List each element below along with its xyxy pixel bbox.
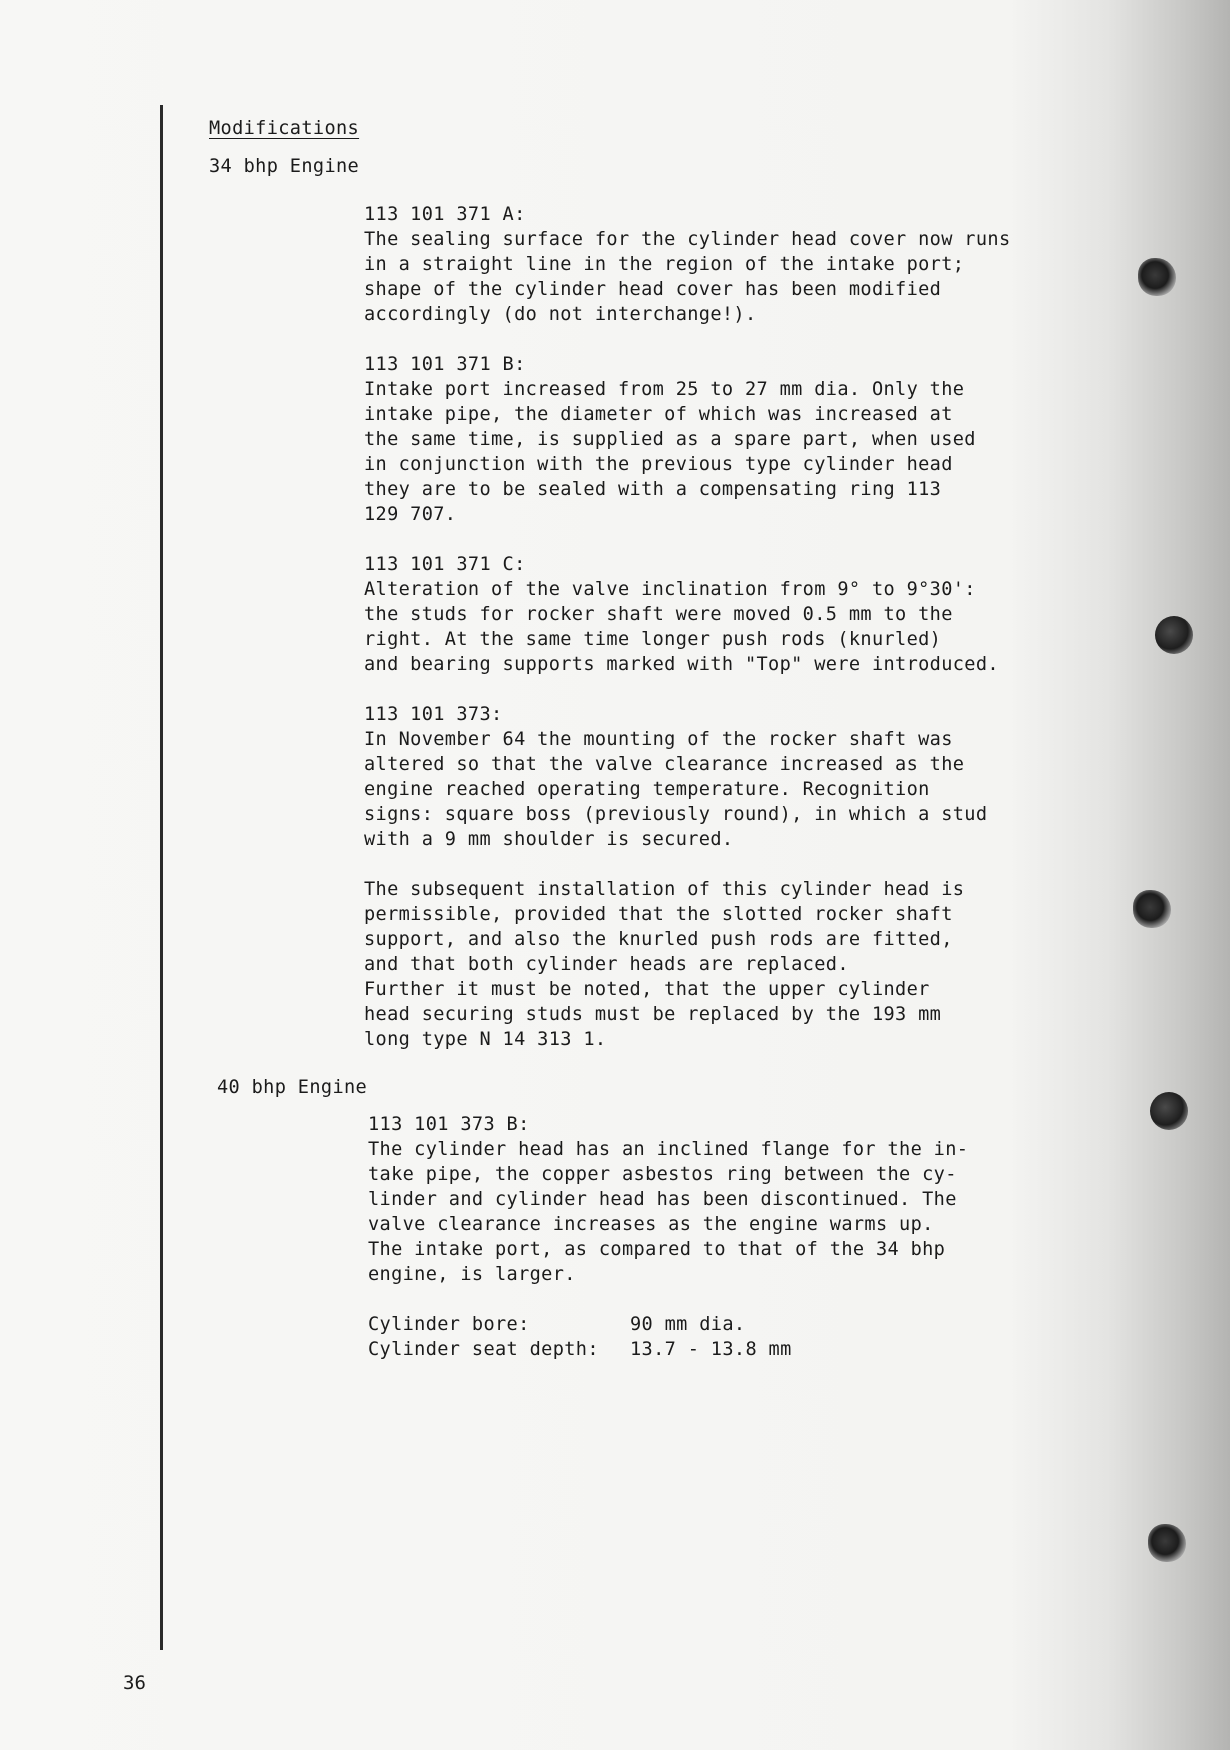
part-number: 113 101 371 B: — [364, 354, 526, 375]
page-number: 36 — [123, 1672, 146, 1694]
entry-line: In November 64 the mounting of the rocker shaft was — [364, 729, 953, 750]
entry-line: signs: square boss (previously round), in which a stud — [364, 804, 988, 825]
spec-label: Cylinder bore: — [368, 1314, 530, 1335]
page-title: Modifications — [209, 118, 360, 139]
entry-line: The intake port, as compared to that of the 34 bhp — [368, 1239, 946, 1260]
entry-line: The sealing surface for the cylinder head cover now runs — [364, 229, 1011, 250]
spec-row-cylinder-bore — [368, 1312, 792, 1337]
entry-line: valve clearance increases as the engine warms up. — [368, 1214, 934, 1235]
entry-113-101-373-note — [364, 877, 964, 1052]
spec-list — [368, 1312, 792, 1362]
section-heading-34bhp: 34 bhp Engine — [209, 156, 360, 177]
part-number: 113 101 371 A: — [364, 204, 526, 225]
note-line: support, and also the knurled push rods are fitted, — [364, 929, 953, 950]
spec-label: Cylinder seat depth: — [368, 1339, 599, 1360]
entry-line: in a straight line in the region of the intake port; — [364, 254, 965, 275]
binder-hole — [1138, 258, 1176, 296]
part-number: 113 101 373: — [364, 704, 503, 725]
entry-line: Intake port increased from 25 to 27 mm dia. Only the — [364, 379, 965, 400]
spec-row-cylinder-seat-depth — [368, 1337, 792, 1362]
entry-113-101-371-c — [364, 552, 999, 677]
entry-line: with a 9 mm shoulder is secured. — [364, 829, 734, 850]
binder-hole — [1150, 1092, 1188, 1130]
section-heading-40bhp: 40 bhp Engine — [217, 1077, 368, 1098]
note-line: and that both cylinder heads are replaced. — [364, 954, 849, 975]
entry-line: the same time, is supplied as a spare part, when used — [364, 429, 976, 450]
entry-line: and bearing supports marked with "Top" were introduced. — [364, 654, 999, 675]
entry-line: in conjunction with the previous type cylinder head — [364, 454, 953, 475]
binder-hole — [1148, 1524, 1186, 1562]
entry-line: intake pipe, the diameter of which was increased at — [364, 404, 953, 425]
entry-line: The cylinder head has an inclined flange for the in- — [368, 1139, 969, 1160]
entry-line: right. At the same time longer push rods (knurled) — [364, 629, 942, 650]
binder-hole — [1133, 890, 1171, 928]
binder-hole — [1155, 616, 1193, 654]
entry-line: take pipe, the copper asbestos ring between the cy- — [368, 1164, 957, 1185]
entry-113-101-371-b — [364, 352, 976, 527]
entry-line: they are to be sealed with a compensating ring 113 — [364, 479, 942, 500]
entry-113-101-371-a — [364, 202, 1011, 327]
entry-line: accordingly (do not interchange!). — [364, 304, 757, 325]
entry-113-101-373 — [364, 702, 987, 852]
entry-line: altered so that the valve clearance increased as the — [364, 754, 965, 775]
spec-value: 13.7 - 13.8 mm — [630, 1339, 792, 1360]
entry-113-101-373-b — [368, 1112, 968, 1287]
spec-value: 90 mm dia. — [630, 1314, 746, 1335]
entry-line: the studs for rocker shaft were moved 0.5 mm to the — [364, 604, 953, 625]
entry-line: 129 707. — [364, 504, 457, 525]
note-line: head securing studs must be replaced by the 193 mm — [364, 1004, 942, 1025]
note-line: permissible, provided that the slotted rocker shaft — [364, 904, 953, 925]
entry-line: engine, is larger. — [368, 1264, 576, 1285]
margin-rule — [160, 105, 163, 1650]
entry-line: shape of the cylinder head cover has been modified — [364, 279, 942, 300]
entry-line: engine reached operating temperature. Recognition — [364, 779, 930, 800]
entry-line: Alteration of the valve inclination from 9° to 9°30': — [364, 579, 976, 600]
part-number: 113 101 373 B: — [368, 1114, 530, 1135]
note-line: The subsequent installation of this cylinder head is — [364, 879, 965, 900]
entry-line: linder and cylinder head has been discontinued. The — [368, 1189, 957, 1210]
part-number: 113 101 371 C: — [364, 554, 526, 575]
note-line: long type N 14 313 1. — [364, 1029, 607, 1050]
note-line: Further it must be noted, that the upper cylinder — [364, 979, 930, 1000]
